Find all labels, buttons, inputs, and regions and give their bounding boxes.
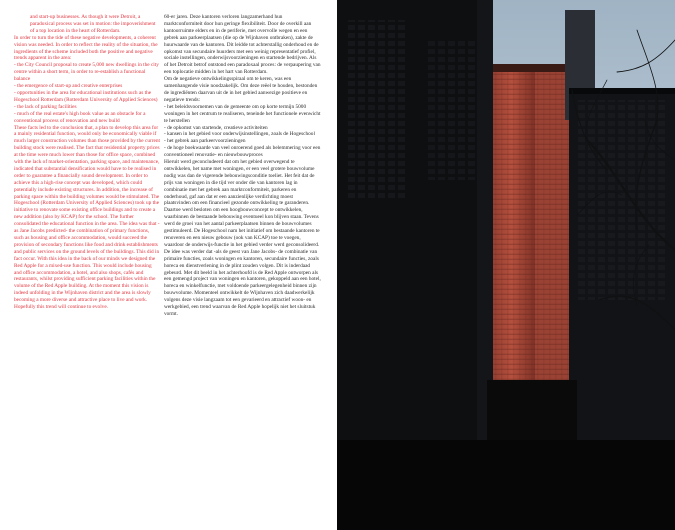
dutch-bullet: - het beleidsvoornemen van de gemeente om op korte termijn 5000 woningen in het centrum te realiseren, teneinde het functionele evenwicht te herstellen <box>164 103 321 124</box>
foreground-building <box>337 440 675 530</box>
english-bullet: - the emergence of start-up and creative enterprises <box>14 83 123 90</box>
dutch-paragraph: 60-er jaren. Deze kantoren verloren langzamerhand hun marktconformiteit door hun geringe flexibiliteit. Door de overkill aan kantoorruimte elders en in de periferie, met overvolle wegen en een gebrek aan parkeerplaatsen (die op de Wijnhaven ontbraken), zakte de huurwaarde van de kantoren. Dit leidde tot achterstallig onderhoud en de opkomst van secundaire huurders met een weinig representatief profiel, sociale instellingen, onderwijsvoorzieningen en startende bedrijven. Als of het Detroit betrof ontstond een paradoxaal proces: de verpaupering van een toplocatie midden in het hart van Rotterdam. <box>164 14 321 76</box>
dutch-paragraph: Om de negatieve ontwikkelingsspiraal om te keren, was een samenhangende visie noodzakelijk. Om deze reëel te houden, bestonden de ingrediënten daarvan uit de in het gebied aanwezige positieve en negatieve trends: <box>164 76 318 103</box>
right-page-photo <box>337 0 675 530</box>
english-lead-paragraph: and start-up businesses. As though it were Detroit, a paradoxical process was set in motion: the impoverishment of a top location in the heart of Rotterdam. <box>30 14 156 34</box>
english-text-column <box>14 14 160 311</box>
english-paragraph: In order to turn the tide of these negative developments, a coherent vision was needed. In order to reflect the reality of the situation, the ingredients of the scheme included both the positive and negative trends apparent in the area: <box>14 34 158 62</box>
dutch-text-column <box>164 14 321 318</box>
english-bullet: - the lack of parking facilities <box>14 103 77 110</box>
dutch-bullet: - de opkomst van startende, creatieve activiteiten <box>164 124 268 131</box>
dutch-paragraph: Hieruit werd geconcludeerd dat om het gebied overwegend te ontwikkelen, het name met woningen, er een veel grotere bouwvolume nodig was dan de vigerende bebouwingsconditie toeliet. Het feit dat de prijs van woningen in die tijd ver onder die van kantoren lag in combinatie met het gebrek aan marktconformiteit, parkeren en onderhoud, gaf aan dat er een aanzienlijke verdichting moest plaatsvinden om een financieel gezonde ontwikkeling te garanderen. Daartoe werd besloten om een hoogbouwconcept te ontwikkelen, waarbinnen de bestaande bebouwing eventueel kon blijven staan. Tevens werd de groei van het aantal parkeerplaatsen binnen de bouwvolumes gestimuleerd. De Hogeschool nam het initiatief om bestaande kantoren te renoveren en een nieuw gebouw (ook van KCAP) toe te voegen, waardoor de onderwijs-functie in het gebied verder werd geconsolideerd. De idee was verder dat -als de geest van Jane Jacobs- de combinatie van primaire functies, zoals woningen en kantoren, secundaire functies, zoals horeca en dienstverlening in de plint zouden volgen. Dit is inderdaad gebeurd. Met dit beeld in het achterhoofd is de Red Apple ontworpen als een gemengd project van woningen en kantoren, gekoppeld aan een hotel, horeca en winkelfunctie, met voldoende parkeergelegenheid binnen zijn bouwvolume. Momenteel ontwikkelt de Wijnhaven zich daadwerkelijk volgens deze visie langzaam tot een gevarieerd en attractief woon- en werkgebied, een trend waarvan de Red Apple hopelijk niet het sluitstuk vormt. <box>164 159 321 317</box>
dutch-bullet: - de hoge boekwaarde van veel onroerend goed als belemmering voor een conventioneel renovatie- en nieuwbouwproces <box>164 145 321 159</box>
english-bullet: - opportunities in the area for educational institutions such as the Hogeschool Rotterdam (Rotterdam University of Applied Sciences) <box>14 89 158 103</box>
dutch-bullet: - het gebrek aan parkeervoorzieningen <box>164 138 246 145</box>
english-paragraph: These facts led to the conclusion that, a plan to develop this area for a mainly residential function, would only be economically viable if much larger construction volumes than those provided by the current building stock were realised. The fact that residential property prices at the time were much lower than those for office space, combined with the lack of market-orientation, parking space, and maintenance, indicated that substantial densification would have to be realised in order to guarantee a financially sound development. In order to achieve this a high-rise concept was developed, which could potentially include existing structures. In addition, the increase of parking space within the building volumes would be stimulated. The Hogeschool (Rotterdam University of Applied Sciences) took up the initiative to renovate some existing office buildings and to create a new addition (also by KCAP) for the school. The further consolidated the educational function in the area. The idea was that -as Jane Jacobs predicted- the combination of primary functions, such as housing and office accommodation, would succeed the provision of secondary functions like food and drink establishments and public services on the ground levels of the buildings. This did in fact occur. With this idea in the back of our minds we designed the Red Apple for a mixed-use function. This would include housing and office accommodation, a hotel, and also shops, cafés and restaurants, whilst providing sufficient parking facilities within the volume of the Red Apple building. At the moment this vision is indeed unfolding in the Wijnhaven district and the area is slowly becoming a more diverse and attractive place to live and work. Hopefully this trend will continue to evolve. <box>14 124 160 311</box>
english-bullet: - much of the real estate's high book value as an obstacle for a conventional process of renovation and new build <box>14 110 146 124</box>
left-page <box>0 0 337 530</box>
tower-photograph <box>337 0 675 530</box>
english-bullet: - the City Council proposal to create 5,000 new dwellings in the city centre within a short term, in order to re-establish a functional balance <box>14 62 159 83</box>
dutch-bullet: - kansen in het gebied voor onderwijsinstellingen, zoals de Hogeschool <box>164 131 315 138</box>
